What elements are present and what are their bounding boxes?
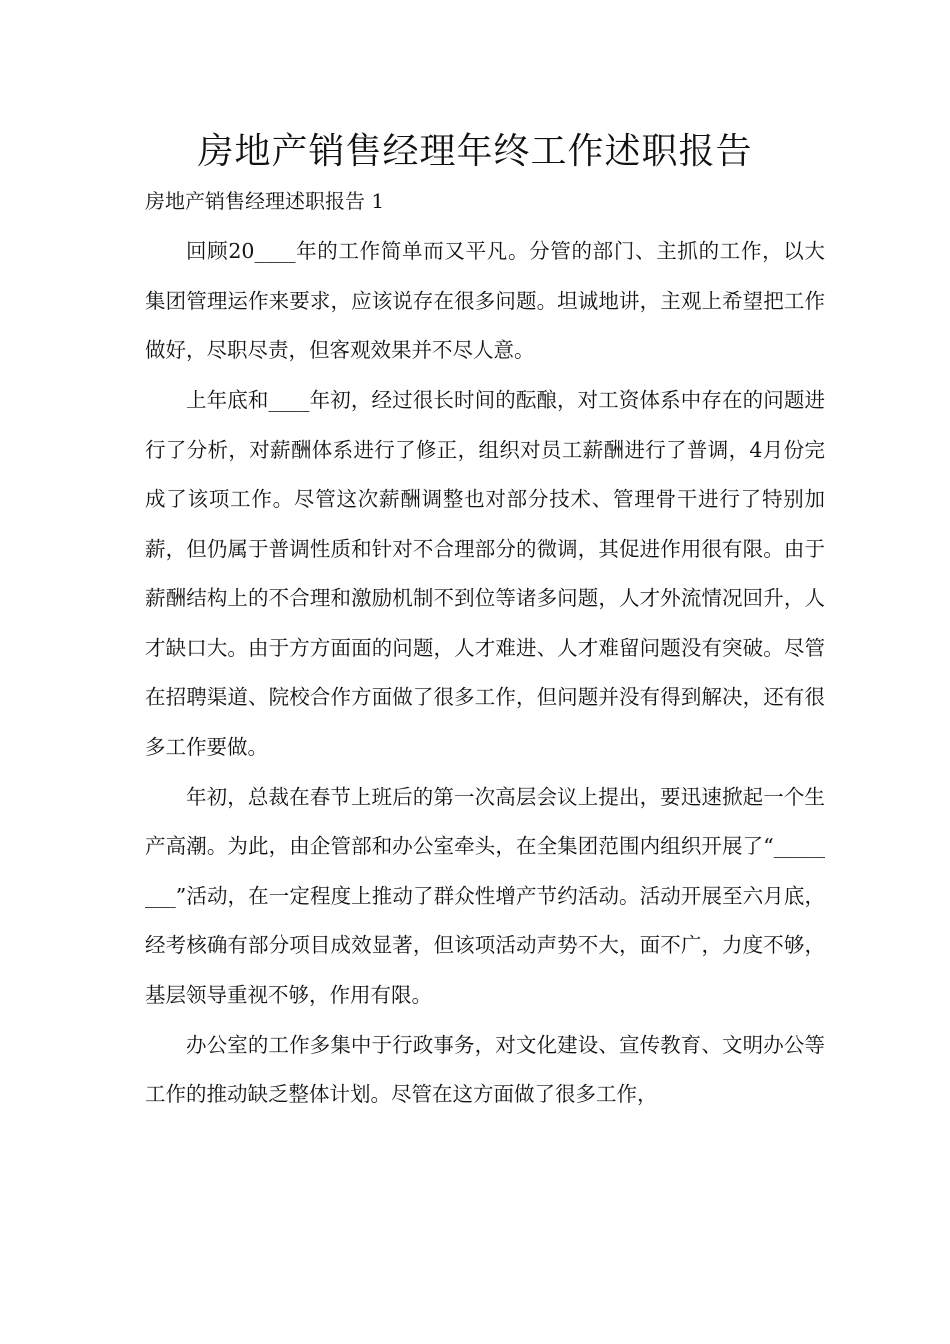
body-paragraph: 年初，总裁在春节上班后的第一次高层会议上提出，要迅速掀起一个生产高潮。为此，由企管部和办公室牵头，在全集团范围内组织开展了“________”活动，在一定程度上推动了群众性增产节约活动。活动开展至六月底，经考核确有部分项目成效显著，但该项活动声势不大，面不广，力度不够，基层领导重视不够，作用有限。 (145, 784, 825, 1007)
body-paragraph: 办公室的工作多集中于行政事务，对文化建设、宣传教育、文明办公等工作的推动缺乏整体计划。尽管在这方面做了很多工作， (145, 1032, 825, 1106)
document-body (145, 227, 825, 1120)
body-paragraph: 回顾20____年的工作简单而又平凡。分管的部门、主抓的工作，以大集团管理运作来要求，应该说存在很多问题。坦诚地讲，主观上希望把工作做好，尽职尽责，但客观效果并不尽人意。 (145, 239, 825, 362)
document-subtitle: 房地产销售经理述职报告 1 (145, 189, 385, 213)
document-title: 房地产销售经理年终工作述职报告 (197, 131, 753, 172)
body-paragraph: 上年底和____年初，经过很长时间的酝酿，对工资体系中存在的问题进行了分析，对薪酬体系进行了修正，组织对员工薪酬进行了普调，4月份完成了该项工作。尽管这次薪酬调整也对部分技术、管理骨干进行了特别加薪，但仍属于普调性质和针对不合理部分的微调，其促进作用很有限。由于薪酬结构上的不合理和激励机制不到位等诸多问题，人才外流情况回升，人才缺口大。由于方方面面的问题，人才难进、人才难留问题没有突破。尽管在招聘渠道、院校合作方面做了很多工作，但问题并没有得到解决，还有很多工作要做。 (145, 388, 825, 759)
